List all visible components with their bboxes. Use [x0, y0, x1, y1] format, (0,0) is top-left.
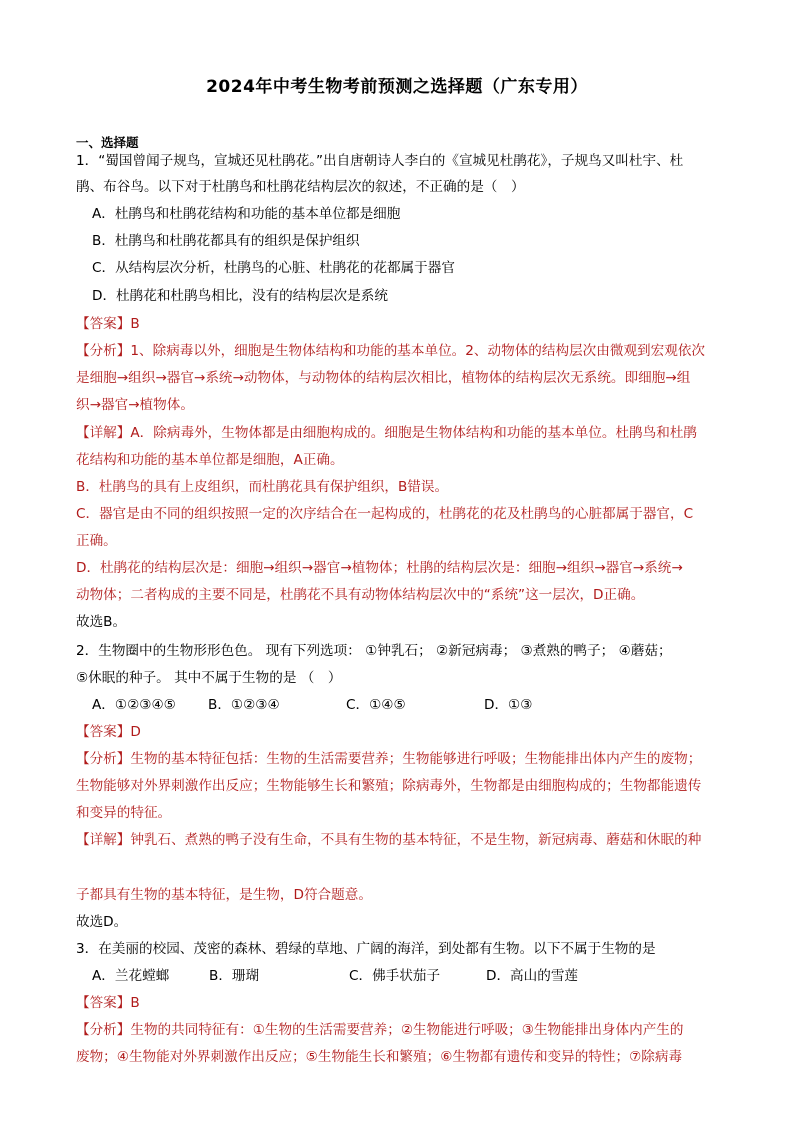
q2-detail-line-1: 【详解】钟乳石、煮熟的鸭子没有生命，不具有生物的基本特征，不是生物，新冠病毒、蘑菇和休眠的种 — [76, 832, 702, 848]
q1-option-d: D．杜鹃花和杜鹃鸟相比，没有的结构层次是系统 — [92, 288, 388, 304]
q2-stem-line-1: 2．生物圈中的生物形形色色。 现有下列选项： ①钟乳石； ②新冠病毒； ③煮熟的鸭子； ④蘑菇； — [76, 643, 672, 659]
q1-answer: 【答案】B — [76, 316, 140, 332]
q2-analysis-line-2: 生物能够对外界刺激作出反应；生物能够生长和繁殖；除病毒外，生物都是由细胞构成的；生物都能遗传 — [76, 778, 702, 794]
q1-detail-line-4: C．器官是由不同的组织按照一定的次序结合在一起构成的，杜鹃花的花及杜鹃鸟的心脏都属于器官，C — [76, 506, 694, 522]
q3-option-a: A．兰花螳螂 — [92, 968, 170, 984]
document-title: 2024年中考生物考前预测之选择题（广东专用） — [206, 77, 588, 97]
q3-option-b: B．珊瑚 — [209, 968, 260, 984]
q2-option-b: B．①②③④ — [208, 697, 280, 713]
q2-analysis-line-1: 【分析】生物的基本特征包括：生物的生活需要营养；生物能够进行呼吸；生物能排出体内产生的废物； — [76, 751, 702, 767]
q1-detail-line-1: 【详解】A．除病毒外，生物体都是由细胞构成的。细胞是生物体结构和功能的基本单位。杜鹃鸟和杜鹃 — [76, 425, 698, 441]
q3-analysis-line-1: 【分析】生物的共同特征有：①生物的生活需要营养；②生物能进行呼吸；③生物能排出身体内产生的 — [76, 1022, 684, 1038]
q1-option-a: A．杜鹃鸟和杜鹃花结构和功能的基本单位都是细胞 — [92, 206, 401, 222]
q2-option-a: A．①②③④⑤ — [92, 697, 176, 713]
q2-answer: 【答案】D — [76, 724, 141, 740]
q1-option-c: C．从结构层次分析，杜鹃鸟的心脏、杜鹃花的花都属于器官 — [92, 260, 455, 276]
q1-choice-statement: 故选B。 — [76, 614, 127, 630]
q2-stem-line-2: ⑤休眠的种子。 其中不属于生物的是 （ ） — [76, 670, 342, 686]
q3-options-row — [92, 967, 712, 985]
q2-option-d: D．①③ — [484, 697, 533, 713]
q2-detail-line-2: 子都具有生物的基本特征，是生物，D符合题意。 — [76, 887, 372, 903]
section-heading: 一、选择题 — [76, 135, 139, 150]
q3-option-c: C．佛手状茄子 — [349, 968, 441, 984]
q2-option-c: C．①④⑤ — [346, 697, 406, 713]
q2-options-row — [92, 696, 712, 714]
q1-detail-line-6: D．杜鹃花的结构层次是：细胞→组织→器官→植物体；杜鹃的结构层次是：细胞→组织→器官→系统→ — [76, 560, 683, 576]
q3-stem-line-1: 3．在美丽的校园、茂密的森林、碧绿的草地、广阔的海洋，到处都有生物。以下不属于生物的是 — [76, 941, 656, 957]
q1-detail-line-3: B．杜鹃鸟的具有上皮组织，而杜鹃花具有保护组织，B错误。 — [76, 479, 449, 495]
q1-stem-line-1: 1．“蜀国曾闻子规鸟，宣城还见杜鹃花。”出自唐朝诗人李白的《宣城见杜鹃花》，子规鸟又叫杜宇、杜 — [76, 153, 684, 169]
q3-analysis-line-2: 废物；④生物能对外界刺激作出反应；⑤生物能生长和繁殖；⑥生物都有遗传和变异的特性；⑦除病毒 — [76, 1049, 683, 1065]
q2-choice-statement: 故选D。 — [76, 914, 128, 930]
q1-detail-line-5: 正确。 — [76, 533, 117, 549]
q1-detail-line-7: 动物体；二者构成的主要不同是，杜鹃花不具有动物体结构层次中的“系统”这一层次，D正确。 — [76, 587, 645, 603]
q3-answer: 【答案】B — [76, 995, 140, 1011]
q1-analysis-line-1: 【分析】1、除病毒以外，细胞是生物体结构和功能的基本单位。2、动物体的结构层次由微观到宏观依次 — [76, 343, 706, 359]
q3-option-d: D．高山的雪莲 — [486, 968, 579, 984]
q1-stem-line-2: 鹃、布谷鸟。以下对于杜鹃鸟和杜鹃花结构层次的叙述，不正确的是（ ） — [76, 179, 525, 195]
q1-analysis-line-3: 织→器官→植物体。 — [76, 397, 194, 413]
q2-analysis-line-3: 和变异的特征。 — [76, 805, 172, 821]
q1-option-b: B．杜鹃鸟和杜鹃花都具有的组织是保护组织 — [92, 233, 360, 249]
q1-detail-line-2: 花结构和功能的基本单位都是细胞，A正确。 — [76, 452, 344, 468]
q1-analysis-line-2: 是细胞→组织→器官→系统→动物体，与动物体的结构层次相比，植物体的结构层次无系统。即细胞→组 — [76, 370, 691, 386]
